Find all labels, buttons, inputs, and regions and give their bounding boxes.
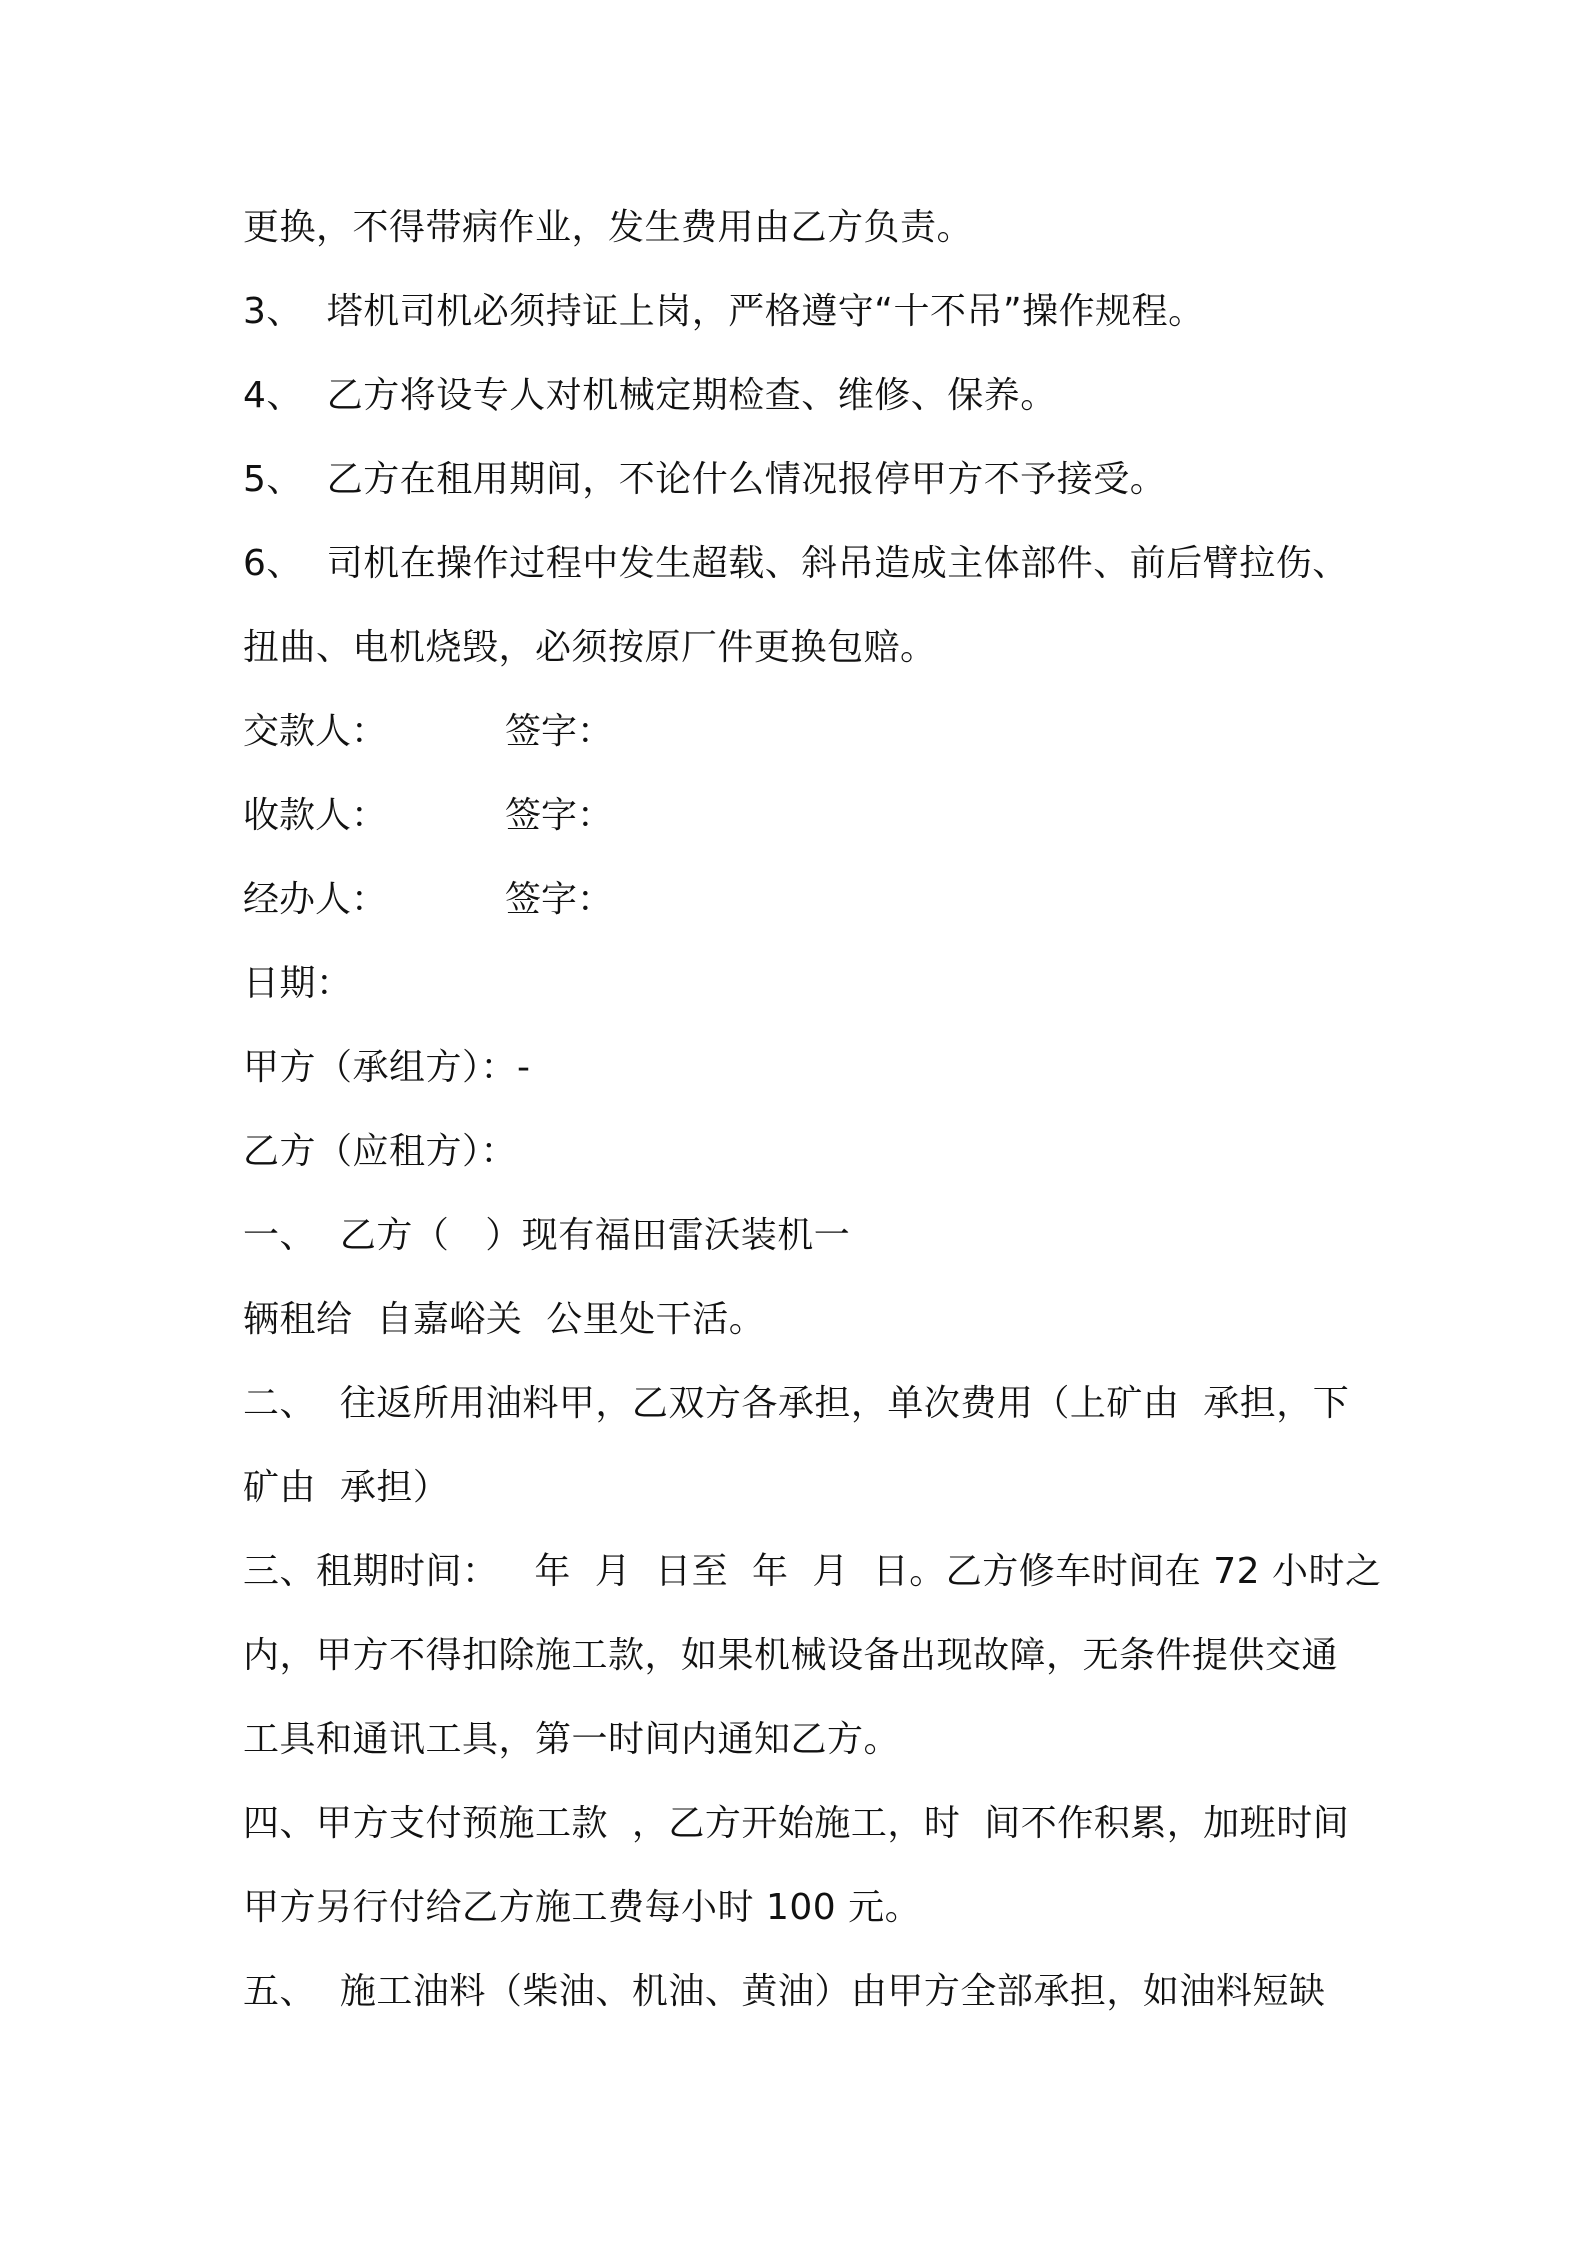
clause-5: 5、 乙方在租用期间，不论什么情况报停甲方不予接受。 — [243, 459, 1167, 500]
clause-4: 4、 乙方将设专人对机械定期检查、维修、保养。 — [243, 375, 1057, 416]
party-a-line: 甲方（承组方）：- — [243, 1047, 531, 1088]
section-3-continued: 内，甲方不得扣除施工款，如果机械设备出现故障，无条件提供交通 — [243, 1635, 1339, 1676]
section-5: 五、 施工油料（柴油、机油、黄油）由甲方全部承担，如油料短缺 — [243, 1971, 1326, 2012]
party-b-line: 乙方（应租方）： — [243, 1131, 518, 1172]
section-2-continued: 矿由 承担） — [243, 1467, 450, 1508]
signature-label: 签字： — [505, 711, 614, 752]
signature-row-handler — [243, 878, 1143, 1054]
section-3: 三、租期时间： 年 月 日至 年 月 日。乙方修车时间在 72 小时之 — [243, 1551, 1382, 1592]
signature-label: 签字： — [505, 795, 614, 836]
section-2: 二、 往返所用油料甲，乙双方各承担，单次费用（上矿由 承担，下 — [243, 1383, 1350, 1424]
clause-3: 3、 塔机司机必须持证上岗，严格遵守“十不吊”操作规程。 — [243, 291, 1205, 332]
payer-label: 交款人： — [243, 711, 388, 752]
section-3-continued-2: 工具和通讯工具，第一时间内通知乙方。 — [243, 1719, 901, 1760]
text-line: 更换，不得带病作业，发生费用由乙方负责。 — [243, 207, 974, 248]
clause-6: 6、 司机在操作过程中发生超载、斜吊造成主体部件、前后臂拉伤、 — [243, 543, 1349, 584]
section-4: 四、甲方支付预施工款 ，乙方开始施工，时 间不作积累，加班时间 — [243, 1803, 1350, 1844]
section-4-continued: 甲方另行付给乙方施工费每小时 100 元。 — [243, 1887, 922, 1928]
signature-label: 签字： — [505, 879, 614, 920]
handler-label: 经办人： — [243, 879, 388, 920]
clause-6-continued: 扭曲、电机烧毁，必须按原厂件更换包赔。 — [243, 627, 937, 668]
date-line: 日期： — [243, 963, 353, 1004]
payee-label: 收款人： — [243, 795, 388, 836]
section-1-continued: 辆租给 自嘉峪关 公里处干活。 — [243, 1299, 766, 1340]
section-1: 一、 乙方（ ）现有福田雷沃装机一 — [243, 1215, 851, 1256]
